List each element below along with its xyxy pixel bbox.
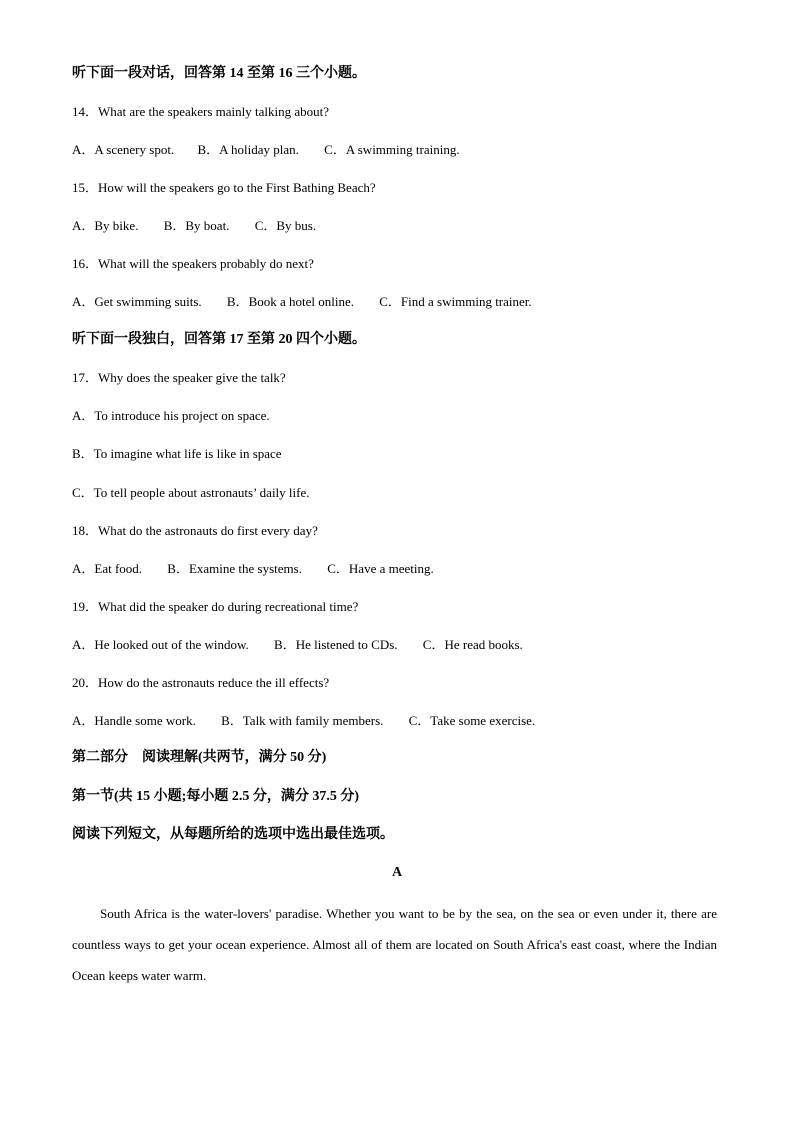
question-17: 17．Why does the speaker give the talk? [72,370,286,385]
passage-label: A [391,865,403,880]
option-19-b: B．He listened to CDs. [274,637,398,652]
section-one-heading: 第一节(共 15 小题;每小题 2.5 分，满分 37.5 分) [72,789,359,804]
options-16 [72,294,532,310]
section-heading-monologue: 听下面一段独白，回答第 17 至第 20 四个小题。 [72,332,366,347]
option-20-c: C．Take some exercise. [408,713,536,728]
options-18 [72,561,434,577]
options-20 [72,713,535,729]
question-14: 14．What are the speakers mainly talking about? [72,104,330,119]
option-15-a: A．By bike. [72,218,139,233]
option-17-a: A．To introduce his project on space. [72,408,270,423]
option-14-a: A．A scenery spot. [72,142,175,157]
question-15: 15．How will the speakers go to the First Bathing Beach? [72,180,376,195]
option-14-c: C．A swimming training. [324,142,460,157]
part-two-heading: 第二部分 阅读理解(共两节，满分 50 分) [72,750,327,765]
option-17-b: B．To imagine what life is like in space [72,446,282,461]
option-17-c: C．To tell people about astronauts’ daily life. [72,485,310,500]
option-16-a: A．Get swimming suits. [72,294,202,309]
option-20-b: B．Talk with family members. [221,713,384,728]
option-14-b: B．A holiday plan. [197,142,299,157]
option-20-a: A．Handle some work. [72,713,196,728]
reading-instruction: 阅读下列短文，从每题所给的选项中选出最佳选项。 [72,827,394,842]
question-18: 18．What do the astronauts do first every day? [72,523,318,538]
question-16: 16．What will the speakers probably do next? [72,256,314,271]
question-19: 19．What did the speaker do during recreational time? [72,599,359,614]
option-19-c: C．He read books. [422,637,523,652]
options-15 [72,218,316,234]
option-15-c: C．By bus. [254,218,317,233]
passage-paragraph [72,898,717,991]
question-20: 20．How do the astronauts reduce the ill effects? [72,675,330,690]
option-18-b: B．Examine the systems. [167,561,302,576]
option-16-b: B．Book a hotel online. [226,294,355,309]
options-19 [72,637,523,653]
options-14 [72,142,460,158]
option-19-a: A．He looked out of the window. [72,637,249,652]
option-16-c: C．Find a swimming trainer. [379,294,532,309]
section-heading-dialogue: 听下面一段对话，回答第 14 至第 16 三个小题。 [72,66,366,81]
passage-text: South Africa is the water-lovers' paradise. Whether you want to be by the sea, on the sea or even under it, there are countless ways to get your ocean experience. Almost all of them are located on South Africa's east coast, where the Indian Ocean keeps water warm. [72,906,717,983]
option-18-c: C．Have a meeting. [327,561,434,576]
option-15-b: B．By boat. [163,218,230,233]
option-18-a: A．Eat food. [72,561,143,576]
